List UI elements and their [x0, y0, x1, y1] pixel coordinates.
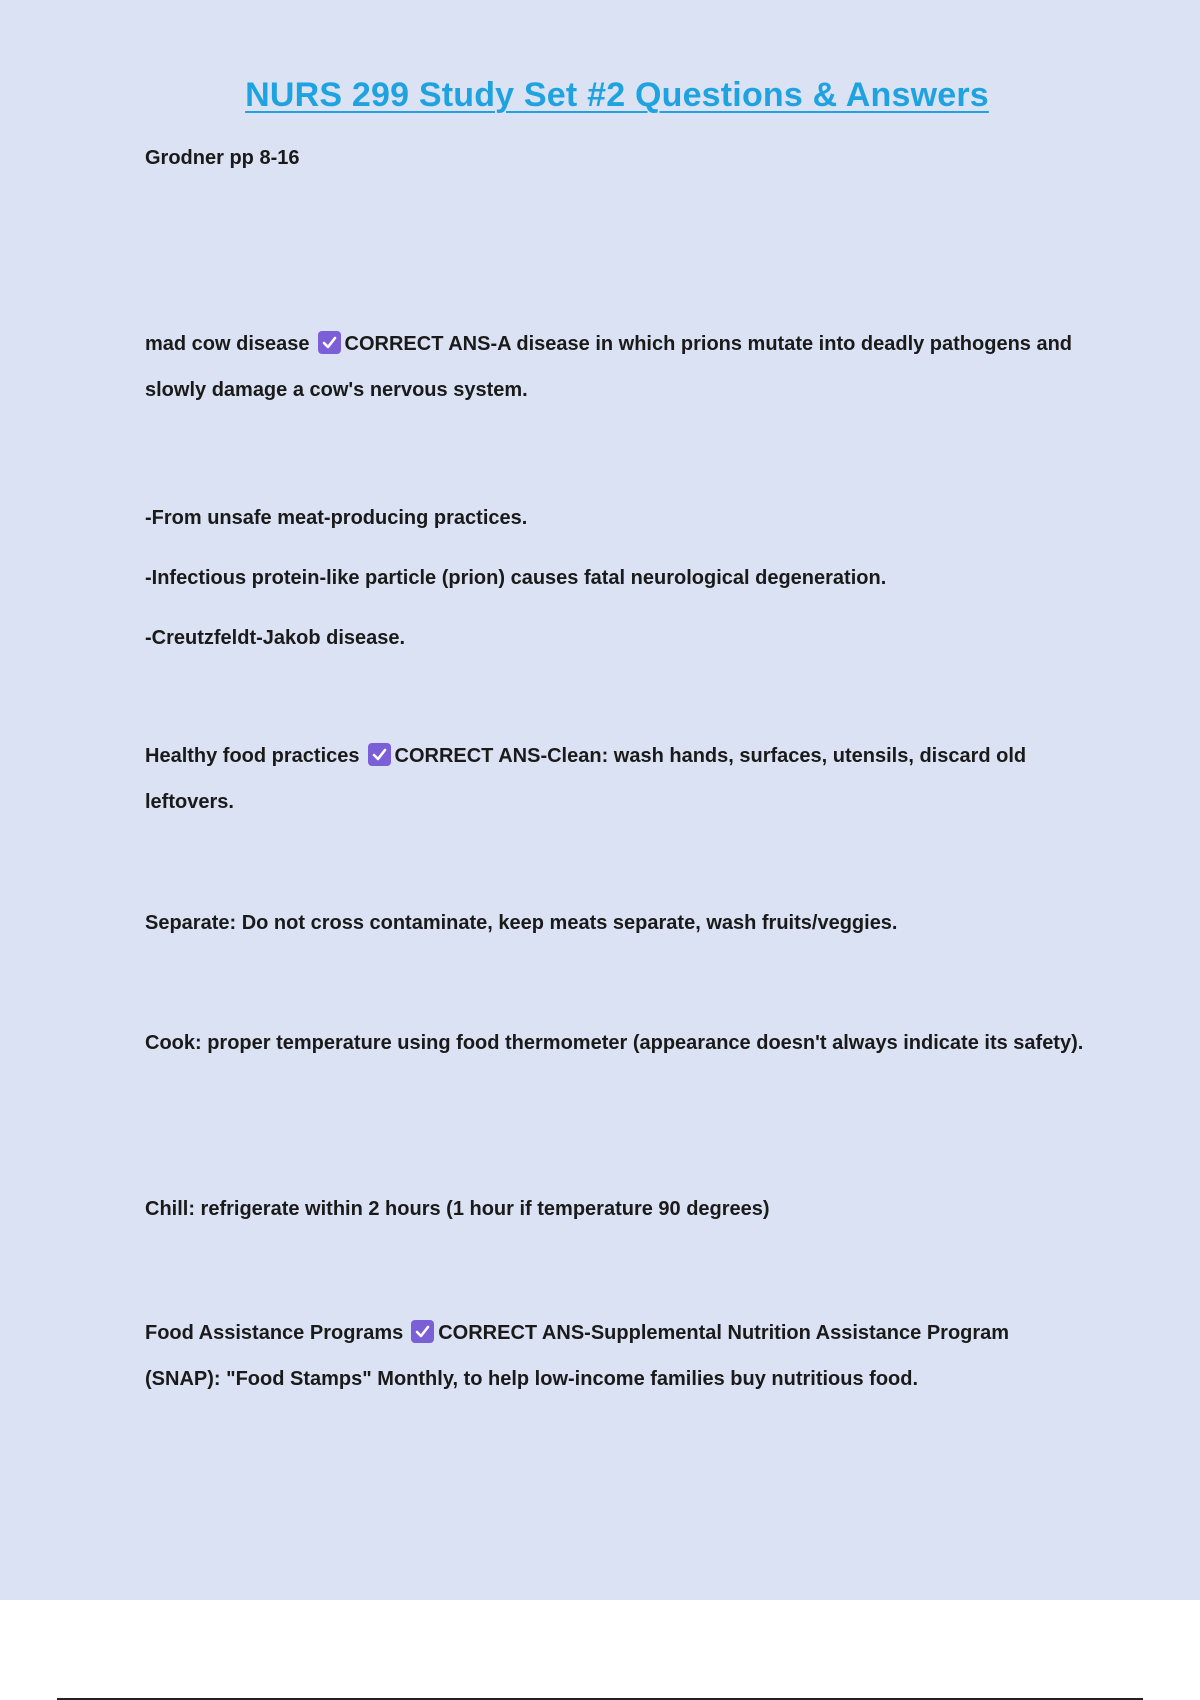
note-line: -From unsafe meat-producing practices.	[145, 507, 528, 529]
entry-text: Separate: Do not cross contaminate, keep meats separate, wash fruits/veggies.	[145, 912, 898, 934]
entry-paragraph	[145, 321, 1085, 413]
answer-text: Supplemental Nutrition Assistance Program (SNAP): "Food Stamps" Monthly, to help low-income families buy nutritious food.	[145, 1322, 1010, 1390]
document-title: NURS 299 Study Set #2 Questions & Answers	[245, 76, 989, 114]
entry-text: Cook: proper temperature using food thermometer (appearance doesn't always indicate its safety).	[145, 1032, 1084, 1054]
answer-text: Clean: wash hands, surfaces, utensils, discard old leftovers.	[145, 745, 1027, 813]
answer-label: CORRECT ANS-	[344, 333, 498, 355]
document-subtitle	[145, 135, 1085, 181]
answer-label: CORRECT ANS-	[438, 1322, 591, 1344]
entry-term: mad cow disease	[145, 333, 310, 355]
check-icon	[318, 331, 341, 354]
entry-paragraph	[145, 1310, 1085, 1402]
entry-healthy-food-practices	[145, 733, 1085, 825]
check-icon	[411, 1320, 434, 1343]
entry-chill	[145, 1186, 1085, 1232]
entry-food-assistance-programs	[145, 1310, 1085, 1402]
entry-term: Healthy food practices	[145, 745, 360, 767]
note-line: -Creutzfeldt-Jakob disease.	[145, 627, 406, 649]
entry-text: Chill: refrigerate within 2 hours (1 hour if temperature 90 degrees)	[145, 1198, 770, 1220]
entry-cook	[145, 1021, 1085, 1065]
entry-paragraph	[145, 733, 1085, 825]
subtitle-text: Grodner pp 8-16	[145, 147, 300, 169]
entry-mad-cow-disease	[145, 321, 1085, 413]
entry-notes	[145, 488, 1085, 668]
entry-separate	[145, 900, 1085, 946]
answer-label: CORRECT ANS-	[394, 745, 548, 767]
answer-text: A disease in which prions mutate into deadly pathogens and slowly damage a cow's nervous system.	[145, 333, 1073, 401]
check-icon	[368, 743, 391, 766]
entry-term: Food Assistance Programs	[145, 1322, 404, 1344]
note-line: -Infectious protein-like particle (prion) causes fatal neurological degeneration.	[145, 567, 887, 589]
